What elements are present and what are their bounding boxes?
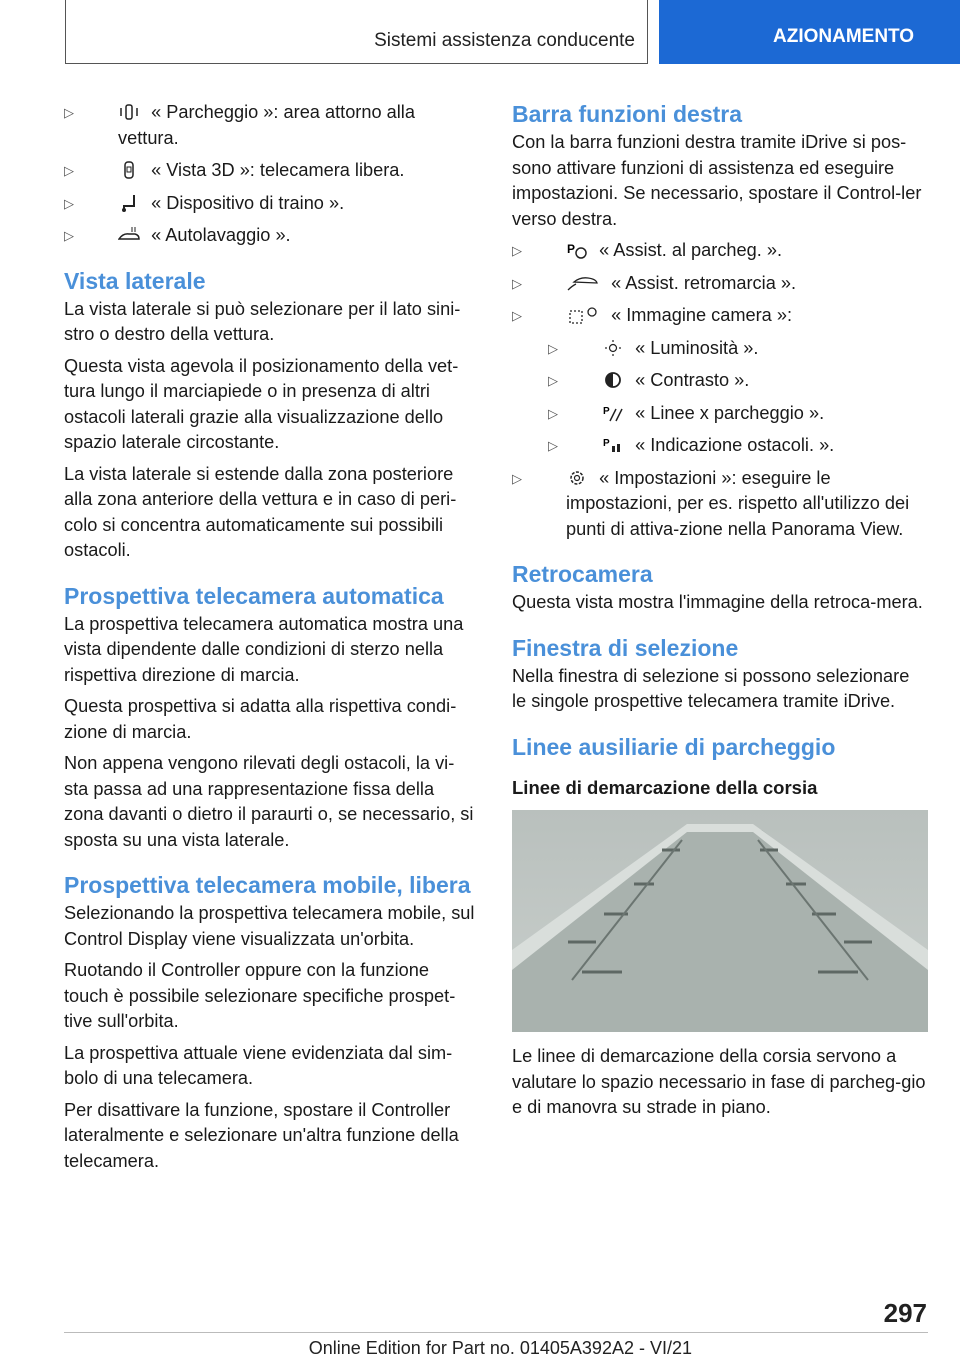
- page-number: 297: [883, 1298, 927, 1328]
- brightness-icon: [602, 339, 624, 357]
- edition-info: Online Edition for Part no. 01405A392A2 - VI/21: [308, 1338, 692, 1358]
- list-item: ▷ P « Linee x parcheggio ».: [548, 402, 825, 423]
- paragraph: La vista laterale si può selezionare per il lato sini-stro o destro della vettura.: [64, 298, 461, 344]
- paragraph: La vista laterale si estende dalla zona posteriore alla zona anteriore della vettura e in caso di peri-colo si concentra automaticamente sui possibili ostacoli.: [64, 463, 457, 560]
- section-heading: Retrocamera: [512, 561, 653, 587]
- section-heading: Barra funzioni destra: [512, 101, 743, 127]
- list-item: ▷ « Autolavaggio ».: [64, 225, 291, 245]
- tow-hitch-icon: [118, 194, 140, 212]
- paragraph: Selezionando la prospettiva telecamera mobile, sul Control Display viene visualizzata un'orbita.: [64, 903, 475, 949]
- contrast-icon: [602, 371, 624, 389]
- paragraph: Ruotando il Controller oppure con la funzione touch è possibile selezionare specifiche prospet-tive sull'orbita.: [64, 960, 456, 1031]
- list-item: ▷ « Assist. retromarcia ».: [512, 272, 797, 293]
- svg-text:P: P: [567, 242, 576, 256]
- settings-gear-icon: [566, 469, 588, 487]
- paragraph: Questa prospettiva si adatta alla rispettiva condi-zione di marcia.: [64, 696, 457, 742]
- header-chapter-tab: AZIONAMENTO: [659, 0, 960, 64]
- list-item: ▷ « Contrasto ».: [548, 370, 750, 390]
- section-heading: Vista laterale: [64, 267, 206, 294]
- lane-lines-illustration: [512, 810, 928, 1032]
- svg-text:P: P: [603, 405, 610, 417]
- section-heading: Finestra di selezione: [512, 634, 739, 661]
- obstacle-indicator-icon: [602, 436, 624, 454]
- list-item: ▷ « Luminosità ».: [548, 337, 759, 358]
- paragraph: Per disattivare la funzione, spostare il Controller lateralmente e selezionare un'altra funzione della telecamera.: [64, 1099, 459, 1171]
- paragraph: Nella finestra di selezione si possono selezionare le singole prospettive telecamera tramite iDrive.: [512, 665, 910, 711]
- section-heading: Linee ausiliarie di parcheggio: [512, 733, 836, 760]
- list-item: ▷ « Immagine camera »:: [512, 305, 793, 325]
- svg-text:P: P: [603, 438, 610, 449]
- parking-lines-icon: [602, 404, 624, 422]
- parking-assist-icon: [566, 241, 588, 259]
- car-wash-icon: [118, 226, 140, 244]
- paragraph: La prospettiva telecamera automatica mostra una vista dipendente dalle condizioni di sterzo nella rispettiva direzione di marcia.: [64, 613, 464, 685]
- camera-image-icon: [566, 306, 600, 324]
- paragraph: Non appena vengono rilevati degli ostacoli, la vi-sta passa ad una rappresentazione fissa della zona davanti o dietro il paraurti o, se necessario, si sposta su una vista laterale.: [64, 753, 474, 850]
- paragraph: Con la barra funzioni destra tramite iDrive si pos-sono attivare funzioni di assistenza ed eseguire impostazioni. Se necessario, spostare il Control-ler verso destra.: [512, 132, 922, 229]
- paragraph: Questa vista mostra l'immagine della retroca-mera.: [512, 592, 923, 612]
- header-section-title: Sistemi assistenza conducente: [374, 30, 635, 51]
- paragraph: La prospettiva attuale viene evidenziata dal sim-bolo di una telecamera.: [64, 1042, 453, 1088]
- list-item: ▷ « Parcheggio »: area attorno alla vettura.: [64, 102, 415, 148]
- list-item: ▷ « Dispositivo di traino ».: [64, 192, 345, 213]
- subsection-heading: Linee di demarcazione della corsia: [512, 776, 818, 798]
- footer-divider: [64, 1332, 928, 1333]
- parking-icon: [118, 103, 140, 121]
- list-item: ▷ P « Assist. al parcheg. ».: [512, 240, 783, 260]
- section-heading: Prospettiva telecamera mobile, libera: [64, 872, 471, 898]
- view-3d-icon: [118, 161, 140, 179]
- paragraph: Questa vista agevola il posizionamento della vet-tura lungo il marciapiede o in presenza di altri ostacoli laterali grazie alla visualizzazione dello spazio laterale circostante.: [64, 355, 459, 452]
- section-heading: Prospettiva telecamera automatica: [64, 582, 444, 609]
- list-item: ▷ « Vista 3D »: telecamera libera.: [64, 160, 405, 180]
- list-item: ▷ « Impostazioni »: eseguire le impostazioni, per es. rispetto all'utilizzo dei punti di attiva-zione nella Panorama View.: [512, 467, 910, 539]
- reverse-assist-icon: [566, 274, 600, 292]
- right-column: [512, 100, 928, 1127]
- list-item: ▷ P « Indicazione ostacoli. ».: [548, 435, 835, 455]
- figure-caption: Le linee di demarcazione della corsia servono a valutare lo spazio necessario in fase di parcheg-gio e di manovra su strade in piano.: [512, 1046, 926, 1117]
- left-column: [64, 100, 476, 1180]
